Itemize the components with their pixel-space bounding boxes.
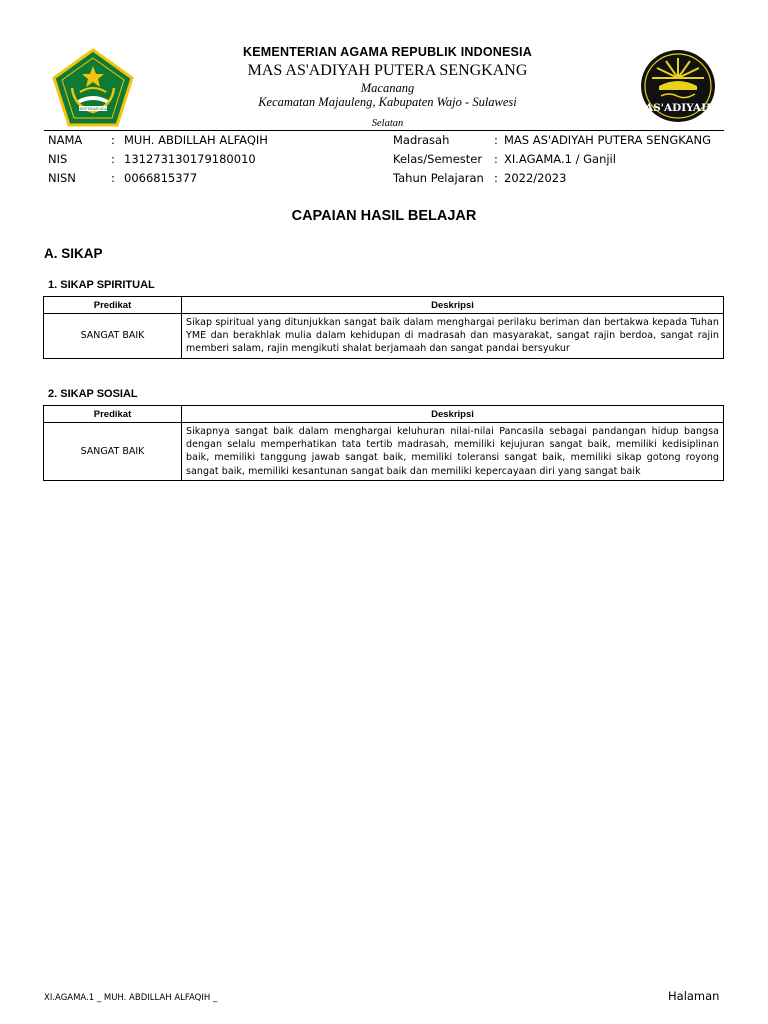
- nama-label: NAMA: [48, 133, 83, 147]
- school-name: MAS AS'ADIYAH PUTERA SENGKANG: [247, 62, 528, 79]
- svg-text:AS'ADIYAH: AS'ADIYAH: [645, 102, 711, 114]
- sosial-table: [43, 405, 724, 481]
- kelas-label: Kelas/Semester: [393, 152, 483, 166]
- svg-text:KEMENTERIAN AGAMA: KEMENTERIAN AGAMA: [73, 107, 113, 111]
- table-header-row: [44, 406, 724, 423]
- nis-label: NIS: [48, 152, 68, 166]
- school-city: Macanang: [360, 81, 415, 95]
- header-divider: [44, 130, 724, 131]
- madrasah-separator: :: [494, 133, 498, 147]
- kelas-separator: :: [494, 152, 498, 166]
- deskripsi-header: Deskripsi: [182, 297, 724, 314]
- nisn-label: NISN: [48, 171, 76, 185]
- table-row: [44, 423, 724, 481]
- page-title: CAPAIAN HASIL BELAJAR: [291, 208, 477, 224]
- nis-separator: :: [111, 152, 115, 166]
- section-a-heading: A. SIKAP: [44, 246, 103, 261]
- kelas-value: XI.AGAMA.1 / Ganjil: [504, 152, 616, 166]
- sosial-heading: 2. SIKAP SOSIAL: [48, 388, 138, 400]
- table-row: [44, 314, 724, 359]
- nis-value: 131273130179180010: [124, 152, 256, 166]
- nisn-value: 0066815377: [124, 171, 198, 185]
- sosial-deskripsi: Sikapnya sangat baik dalam menghargai keluhuran nilai-nilai Pancasila sebagai pandangan hidup bangsa dengan selalu memperhatikan tata tertib madrasah, memiliki kejujuran sangat baik, memiliki kedisiplinan baik, memiliki tanggung jawab sangat baik, memiliki toleransi sangat baik, memiliki sikap gotong royong sangat baik, memiliki kesantunan sangat baik dan memiliki kepercayaan diri yang sangat baik: [182, 423, 724, 481]
- spiritual-heading: 1. SIKAP SPIRITUAL: [48, 279, 155, 291]
- sosial-predikat: SANGAT BAIK: [44, 423, 182, 481]
- tahun-separator: :: [494, 171, 498, 185]
- predikat-header: Predikat: [44, 406, 182, 423]
- nama-separator: :: [111, 133, 115, 147]
- school-address-cont: Selatan: [371, 118, 404, 129]
- spiritual-table: [43, 296, 724, 359]
- ministry-name: KEMENTERIAN AGAMA REPUBLIK INDONESIA: [243, 45, 532, 59]
- predikat-header: Predikat: [44, 297, 182, 314]
- school-address: Kecamatan Majauleng, Kabupaten Wajo - Sulawesi: [258, 95, 517, 109]
- footer-student-info: XI.AGAMA.1 _ MUH. ABDILLAH ALFAQIH _: [44, 993, 218, 1003]
- tahun-label: Tahun Pelajaran: [393, 171, 484, 185]
- spiritual-predikat: SANGAT BAIK: [44, 314, 182, 359]
- madrasah-value: MAS AS'ADIYAH PUTERA SENGKANG: [504, 133, 711, 147]
- madrasah-label: Madrasah: [393, 133, 450, 147]
- deskripsi-header: Deskripsi: [182, 406, 724, 423]
- spiritual-deskripsi: Sikap spiritual yang ditunjukkan sangat baik dalam menghargai perilaku beriman dan bertakwa kepada Tuhan YME dan berakhlak mulia dalam kehidupan di madrasah dan masyarakat, sangat rajin berdoa, sangat rajin memberi salam, rajin mengikuti shalat berjamaah dan sangat pandai bersyukur: [182, 314, 724, 359]
- nisn-separator: :: [111, 171, 115, 185]
- nama-value: MUH. ABDILLAH ALFAQIH: [124, 133, 268, 147]
- footer-page-label: Halaman: [668, 989, 720, 1003]
- table-header-row: [44, 297, 724, 314]
- tahun-value: 2022/2023: [504, 171, 567, 185]
